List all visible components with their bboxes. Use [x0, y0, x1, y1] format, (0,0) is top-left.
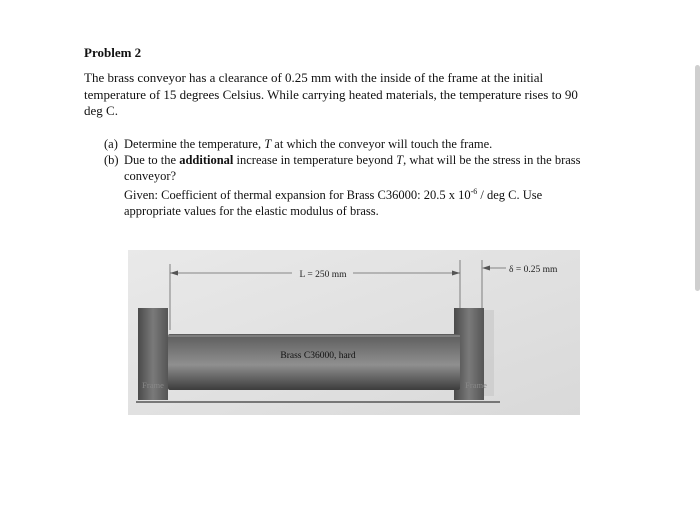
problem-title: Problem 2 — [84, 45, 142, 60]
bar-label: Brass C36000, hard — [280, 351, 356, 361]
statement-line-3: deg C. — [84, 103, 118, 118]
conveyor-diagram — [128, 250, 580, 415]
given-data: Given: Coefficient of thermal expansion for Brass C36000: 20.5 x $10^{-6}$ / deg C. Use appropriate values for the elastic modulus of brass. — [124, 187, 543, 219]
frame-left-label: Frame — [142, 380, 164, 390]
statement-line-1: The brass conveyor has a clearance of 0.25 mm with the inside of the frame at the initial — [84, 70, 544, 85]
frame-right-label: Frame — [465, 380, 487, 390]
conveyor-figure — [128, 250, 580, 415]
clearance-label: δ = 0.25 mm — [509, 265, 558, 275]
length-label: L = 250 mm — [299, 270, 347, 280]
question-a-label: (a) — [104, 137, 118, 151]
statement-line-2: temperature of 15 degrees Celsius. While carrying heated materials, the temperature rises to 90 — [84, 86, 578, 102]
emphasis-additional: additional — [179, 153, 234, 167]
vertical-scrollbar[interactable] — [695, 65, 700, 291]
brass-bar — [168, 334, 460, 390]
question-b-label: (b) — [104, 153, 119, 167]
problem-statement — [84, 70, 622, 120]
question-a: (a) Determine the temperature, T at which the conveyor will touch the frame. — [104, 137, 493, 151]
question-list — [104, 136, 622, 219]
question-b: (b) Due to the additional increase in temperature beyond T, what will be the stress in the brass conveyor? — [104, 153, 581, 183]
